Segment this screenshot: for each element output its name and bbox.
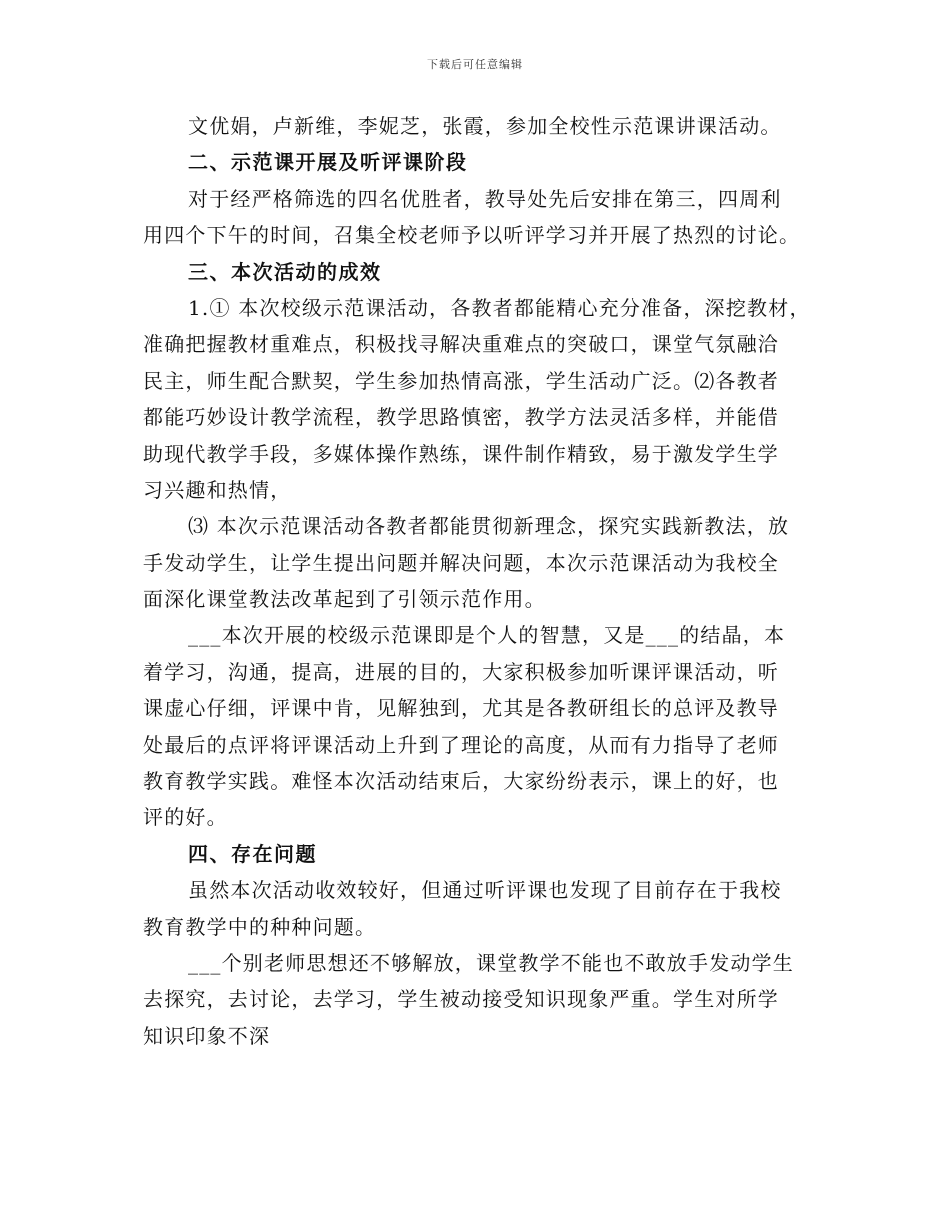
paragraph-line: 教育教学实践。难怪本次活动结束后，大家纷纷表示，课上的好，也 [143, 769, 779, 794]
document-body [143, 108, 811, 1054]
paragraph-line: ___个别老师思想还不够解放，课堂教学不能也不敢放手发动学生 [188, 950, 794, 975]
paragraph-line: 都能巧妙设计教学流程，教学思路慎密，教学方法灵活多样，并能借 [143, 405, 779, 430]
paragraph-line: 虽然本次活动收效较好，但通过听评课也发现了目前存在于我校 [188, 878, 782, 903]
paragraph-line: 面深化课堂教法改革起到了引领示范作用。 [143, 587, 546, 612]
paragraph-line: 民主，师生配合默契，学生参加热情高涨，学生活动广泛。⑵各教者 [143, 368, 779, 393]
paragraph-line: 教育教学中的种种问题。 [143, 914, 377, 939]
paragraph-line: 习兴趣和热情， [143, 477, 292, 502]
paragraph-line: 着学习，沟通，提高，进展的目的，大家积极参加听课评课活动，听 [143, 659, 779, 684]
section-heading: 二、示范课开展及听评课阶段 [188, 150, 468, 175]
section-heading: 四、存在问题 [188, 841, 317, 866]
paragraph-line: 文优娟，卢新维，李妮芝，张霞，参加全校性示范课讲课活动。 [188, 114, 782, 138]
paragraph-line: 助现代教学手段，多媒体操作熟练，课件制作精致，易于激发学生学 [143, 441, 779, 466]
page-header: 下载后可任意编辑 [427, 58, 523, 71]
section-heading: 三、本次活动的成效 [188, 259, 382, 284]
paragraph-line: 1.① 本次校级示范课活动，各教者都能精心充分准备，深挖教材， [188, 295, 811, 320]
paragraph-line: ___本次开展的校级示范课即是个人的智慧，又是___的结晶，本 [188, 623, 786, 648]
paragraph-line: 用四个下午的时间，召集全校老师予以听评学习并开展了热烈的讨论。 [143, 223, 801, 248]
paragraph-line: 去探究，去讨论，去学习，学生被动接受知识现象严重。学生对所学 [143, 987, 779, 1012]
paragraph-line: 课虚心仔细，评课中肯，见解独到，尤其是各教研组长的总评及教导 [143, 696, 779, 721]
paragraph-line: 评的好。 [143, 805, 228, 830]
paragraph-line: 知识印象不深 [143, 1023, 271, 1048]
paragraph-line: 对于经严格筛选的四名优胜者，教导处先后安排在第三，四周利 [188, 186, 782, 211]
paragraph-line: 处最后的点评将评课活动上升到了理论的高度，从而有力指导了老师 [143, 732, 779, 757]
paragraph-line: 手发动学生，让学生提出问题并解决问题，本次示范课活动为我校全 [143, 550, 779, 575]
paragraph-line: ⑶ 本次示范课活动各教者都能贯彻新理念，探究实践新教法，放 [188, 514, 790, 539]
paragraph-line: 准确把握教材重难点，积极找寻解决重难点的突破口，课堂气氛融洽 [143, 332, 779, 357]
